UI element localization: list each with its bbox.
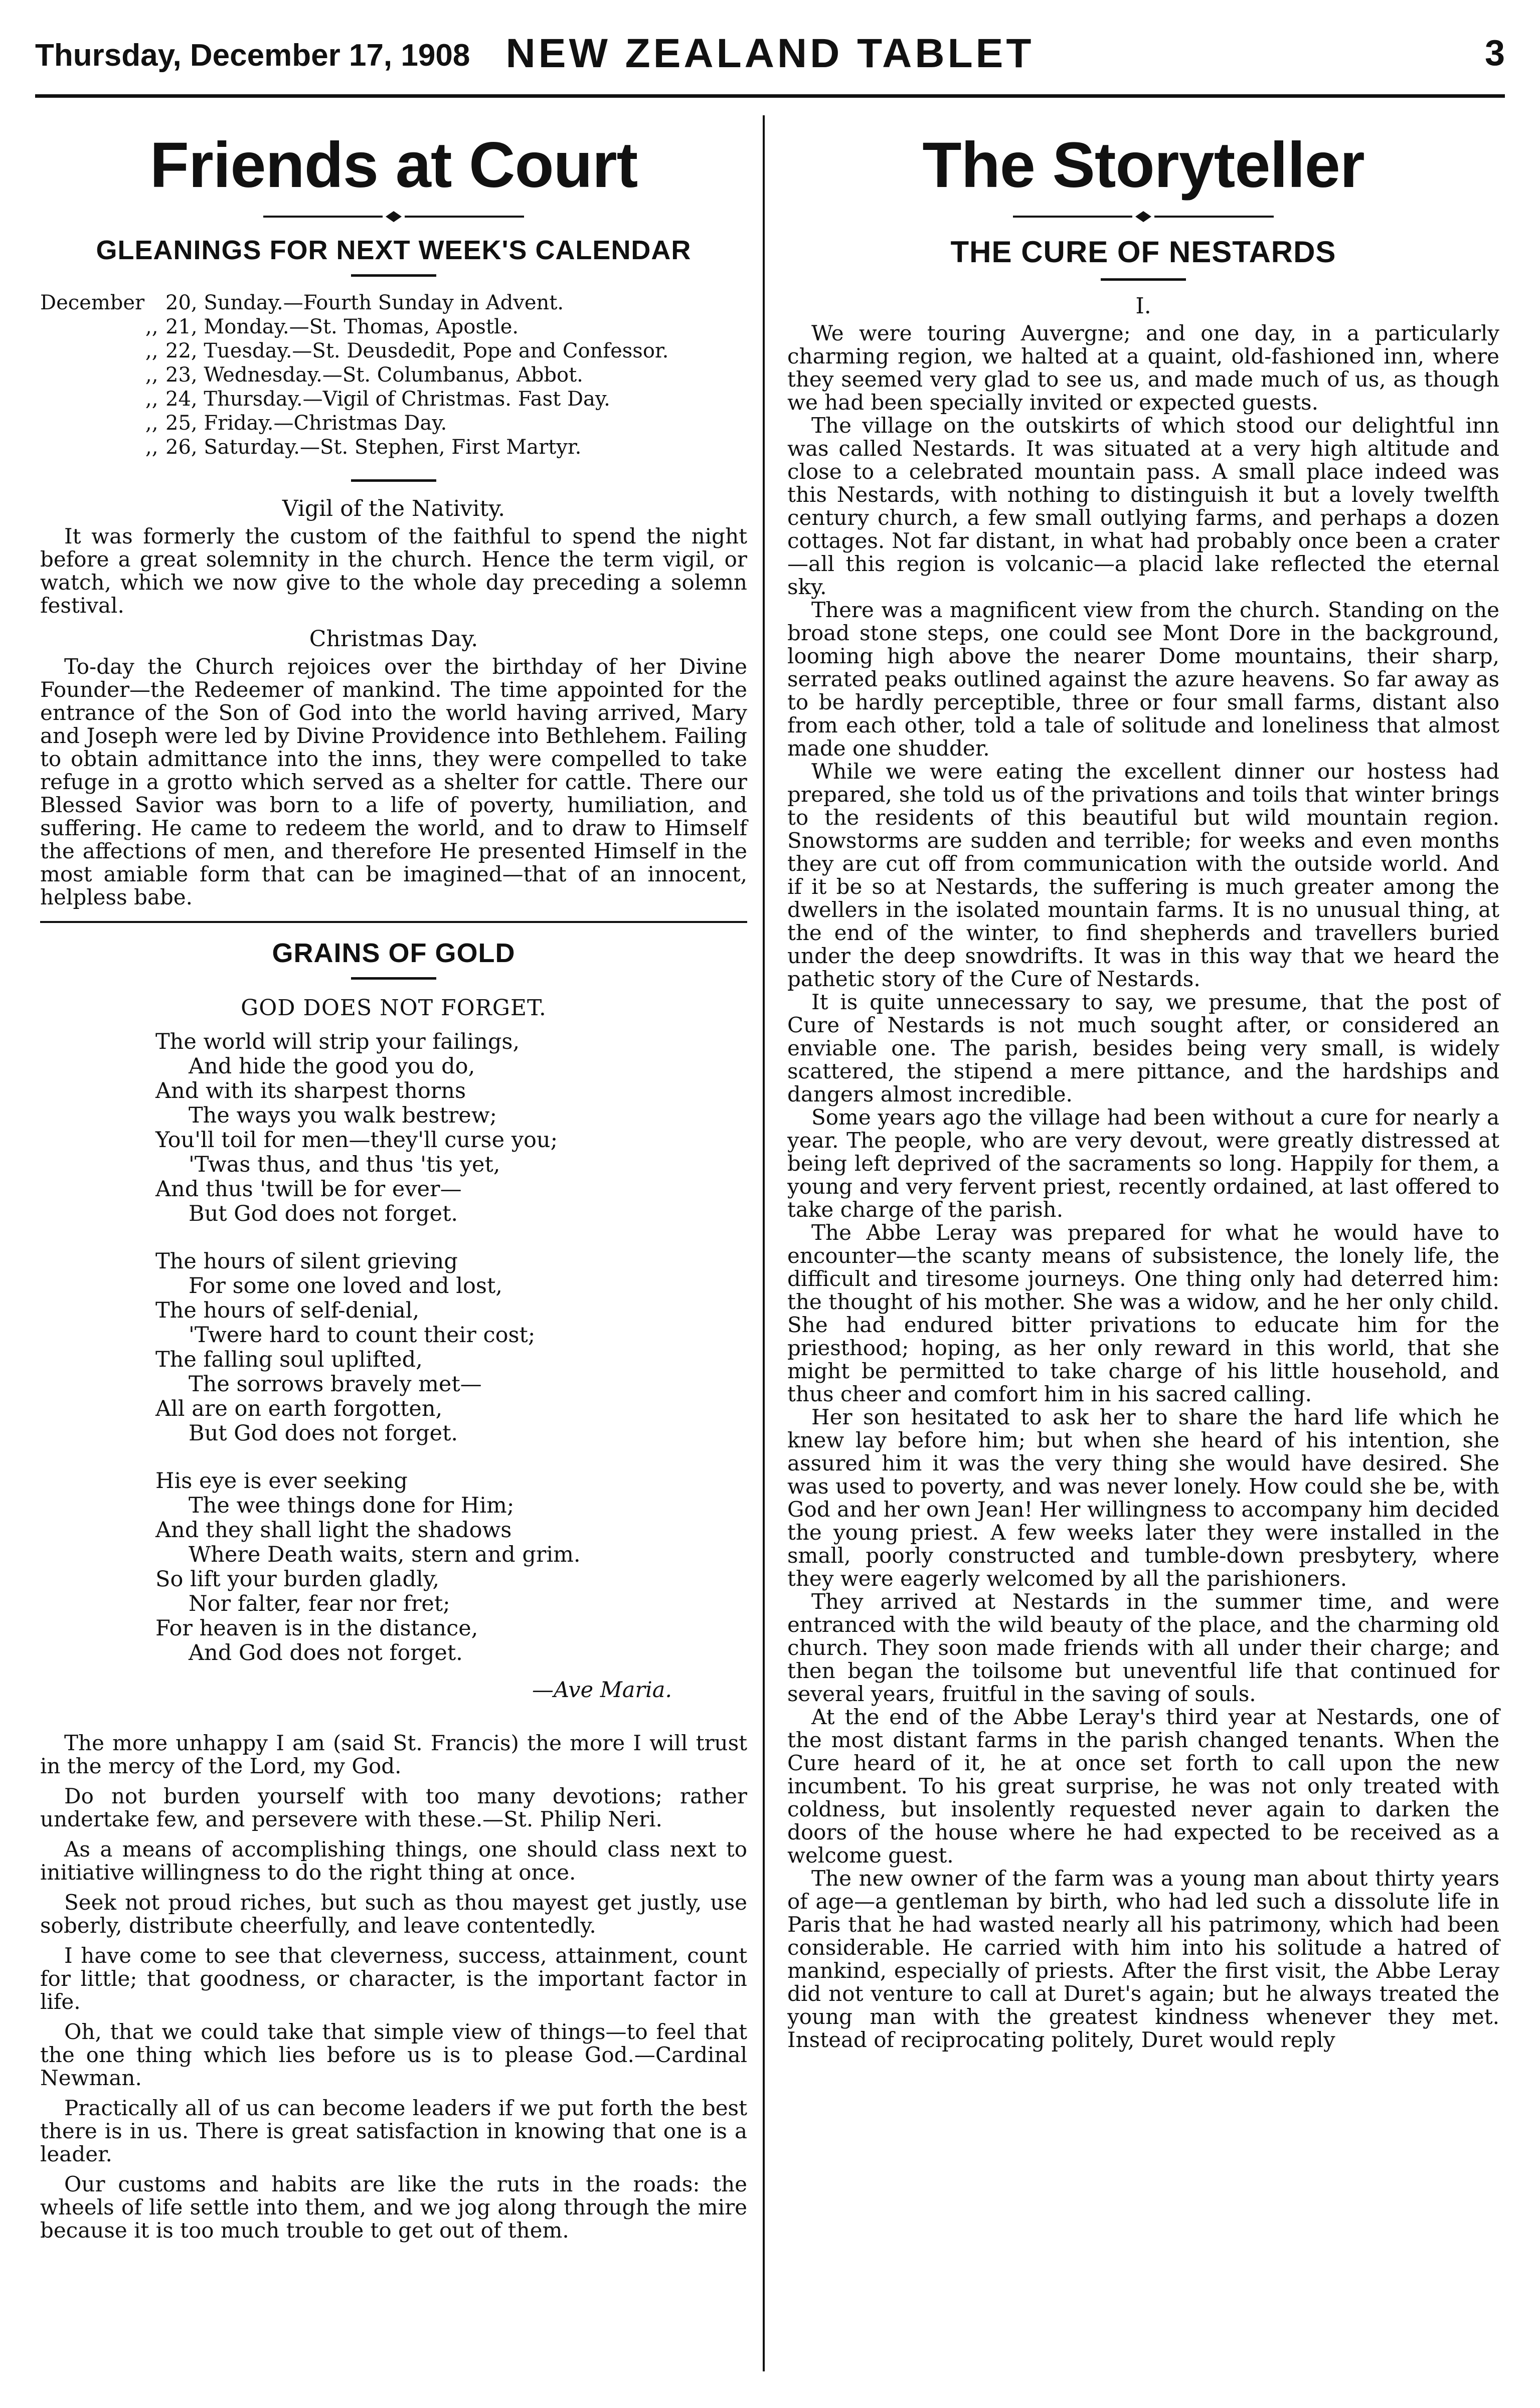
left-column: [40, 128, 747, 2249]
calendar-month: ,,: [145, 339, 158, 362]
short-rule: [351, 479, 436, 482]
calendar-month: ,,: [145, 388, 158, 411]
issue-date: Thursday, December 17, 1908: [35, 38, 470, 73]
page-number: 3: [1484, 33, 1505, 73]
story-paragraph: We were touring Auvergne; and one day, in a particularly charming region, we halted at a quaint, old-fashioned inn, where they seemed very glad to see us, and made much of us, as though we had been specially invited or expected guests.: [787, 321, 1499, 415]
poem-line: The world will strip your failings,: [155, 1029, 520, 1054]
story-paragraph: At the end of the Abbe Leray's third year at Nestards, one of the most distant farms in the parish changed tenants. When the Cure heard of it, he at once set forth to call upon the new incumbent. To his great surprise, he was not only treated with coldness, but insolently requested never again to darken the doors of the house where he had expected to be received as a welcome guest.: [787, 1705, 1499, 1868]
poem-line: His eye is ever seeking: [155, 1468, 408, 1494]
poem-line: And with its sharpest thorns: [155, 1078, 466, 1103]
story-paragraph: Some years ago the village had been without a cure for nearly a year. The people, who are very devout, were greatly distressed at being left deprived of the sacraments so long. Happily for them, a young and very fervent priest, recently ordained, at last offered to take charge of the parish.: [787, 1105, 1499, 1222]
quote-paragraph: Our customs and habits are like the ruts in the roads: the wheels of life settle into them, and we jog along through the mire because it is too much trouble to get out of them.: [40, 2172, 747, 2243]
header-rule: [35, 94, 1505, 98]
calendar-text: 22, Tuesday.—St. Deusdedit, Pope and Confessor.: [165, 339, 669, 362]
quote-paragraph: Do not burden yourself with too many devotions; rather undertake few, and persevere with these.—St. Philip Neri.: [40, 1784, 747, 1831]
poem-line: But God does not forget.: [189, 1201, 458, 1226]
newspaper-name: NEW ZEALAND TABLET: [505, 31, 1035, 76]
ornament-divider-icon: [1013, 211, 1274, 222]
poem-line: The falling soul uplifted,: [155, 1347, 423, 1372]
grains-of-gold-heading: GRAINS OF GOLD: [272, 938, 516, 968]
quotes-list: [40, 1732, 747, 2242]
calendar-entry: [40, 387, 747, 411]
story-paragraph: The new owner of the farm was a young man about thirty years of age—a gentleman by birth, who had led such a dissolute life in Paris that he had wasted nearly all his patrimony, which had been considerable. He carried with him into his solitude a hatred of mankind, especially of priests. After the first visit, the Abbe Leray did not venture to call at Duret's again; but he always treated the young man with the greatest kindness whenever they met. Instead of reciprocating politely, Duret would reply: [787, 1866, 1499, 2052]
quote-paragraph: Oh, that we could take that simple view of things—to feel that the one thing which lies before us is to please God.—Cardinal Newman.: [40, 2019, 747, 2090]
poem-line: All are on earth forgotten,: [155, 1396, 443, 1421]
right-column: [787, 128, 1499, 2052]
column-divider: [763, 115, 765, 2371]
poem-line: 'Twere hard to count their cost;: [189, 1323, 536, 1348]
calendar-text: 25, Friday.—Christmas Day.: [165, 412, 447, 435]
poem-line: For some one loved and lost,: [189, 1273, 502, 1299]
poem-line: 'Twas thus, and thus 'tis yet,: [189, 1152, 500, 1177]
ornament-divider-icon: [263, 211, 524, 222]
poem-line: And hide the good you do,: [189, 1054, 475, 1079]
calendar-text: 20, Sunday.—Fourth Sunday in Advent.: [165, 291, 564, 314]
poem: [155, 1030, 747, 1665]
poem-stanza: [155, 1030, 747, 1226]
calendar-text: 26, Saturday.—St. Stephen, First Martyr.: [165, 436, 582, 459]
calendar-month: ,,: [145, 412, 158, 435]
calendar-entry: [40, 411, 747, 435]
quote-paragraph: As a means of accomplishing things, one should class next to initiative willingness to do the right thing at once.: [40, 1837, 747, 1885]
calendar-text: 23, Wednesday.—St. Columbanus, Abbot.: [165, 363, 583, 387]
friends-at-court-title: Friends at Court: [149, 129, 638, 201]
quote-paragraph: Practically all of us can become leaders if we put forth the best there is in us. There is great satisfaction in knowing that one is a leader.: [40, 2096, 747, 2166]
poem-line: Nor falter, fear nor fret;: [189, 1591, 450, 1616]
christmas-paragraph: To-day the Church rejoices over the birthday of her Divine Founder—the Redeemer of mankind. The time appointed for the entrance of the Son of God into the world having arrived, Mary and Joseph were led by Divine Providence into Bethlehem. Failing to obtain admittance into the inns, they were compelled to take refuge in a grotto which served as a shelter for cattle. There our Blessed Savior was born to a life of poverty, humiliation, and suffering. He came to redeem the world, and to draw to Himself the affections of men, and therefore He presented Himself in the most amiable form that can be imagined—that of an innocent, helpless babe.: [40, 654, 747, 909]
poem-line: So lift your burden gladly,: [155, 1567, 440, 1592]
calendar-entry: [40, 363, 747, 387]
poem-line: You'll toil for men—they'll curse you;: [155, 1128, 558, 1153]
poem-stanza: [155, 1249, 747, 1446]
quote-paragraph: The more unhappy I am (said St. Francis) the more I will trust in the mercy of the Lord, my God.: [40, 1731, 747, 1778]
calendar-heading: GLEANINGS FOR NEXT WEEK'S CALENDAR: [96, 235, 692, 265]
story-heading: THE CURE OF NESTARDS: [950, 235, 1336, 269]
quote-paragraph: Seek not proud riches, but such as thou mayest get justly, use soberly, distribute cheerfully, and leave contentedly.: [40, 1890, 747, 1938]
poem-attribution: —Ave Maria.: [532, 1678, 672, 1703]
poem-line: For heaven is in the distance,: [155, 1616, 478, 1641]
poem-line: The hours of silent grieving: [155, 1249, 458, 1274]
story-paragraph: While we were eating the excellent dinner our hostess had prepared, she told us of the privations and toils that winter brings to the residents of this beautiful but wild mountain region. Snowstorms are sudden and terrible; for weeks and even months they are cut off from communication with the outside world. And if it be so at Nestards, the suffering is much greater among the dwellers in the isolated mountain farms. It is no unusual thing, at the end of the winter, to find shepherds and travellers buried under the deep snowdrifts. It was in this way that we heard the pathetic story of the Cure of Nestards.: [787, 759, 1499, 991]
calendar-entry: [40, 435, 747, 459]
poem-line: And they shall light the shadows: [155, 1518, 512, 1543]
story-paragraph: Her son hesitated to ask her to share the hard life which he knew lay before him; but when she heard of his intention, she assured him it was the very thing she would have desired. She was used to poverty, and was never lonely. How could she be, with God and her own Jean! Her willingness to accompany him decided the young priest. A few weeks later they were installed in the small, poorly constructed and tumble-down presbytery, where they were eagerly welcomed by all the parishioners.: [787, 1405, 1499, 1591]
calendar-month: ,,: [145, 363, 158, 387]
poem-stanza: [155, 1469, 747, 1665]
calendar-month: ,,: [145, 315, 158, 338]
poem-title: GOD DOES NOT FORGET.: [241, 995, 547, 1021]
poem-line: Where Death waits, stern and grim.: [189, 1542, 581, 1567]
calendar-month: December: [40, 291, 145, 314]
poem-line: And God does not forget.: [189, 1640, 463, 1665]
short-rule: [351, 274, 436, 277]
short-rule: [351, 977, 436, 980]
storyteller-title: The Storyteller: [922, 129, 1364, 201]
calendar-entry: [40, 291, 747, 315]
story-paragraph: The Abbe Leray was prepared for what he would have to encounter—the scanty means of subsistence, the lonely life, the difficult and tiresome journeys. One thing only had deterred him: the thought of his mother. She was a widow, and he her only child. She had endured bitter privations to educate him for the priesthood; hoping, as her only reward in this world, that she might be permitted to take charge of his little household, and thus cheer and comfort him in his sacred calling.: [787, 1220, 1499, 1406]
section-rule: [40, 921, 747, 923]
christmas-heading: Christmas Day.: [309, 626, 478, 652]
calendar-text: 24, Thursday.—Vigil of Christmas. Fast Day.: [165, 388, 610, 411]
story-paragraph: There was a magnificent view from the church. Standing on the broad stone steps, one could see Mont Dore in the background, looming high above the nearer Dome mountains, their sharp, serrated peaks outlined against the azure heavens. So far away as to be hardly perceptible, three or four small farms, distant also from each other, told a tale of solitude and loneliness that almost made one shudder.: [787, 598, 1499, 761]
calendar-entry: [40, 339, 747, 363]
calendar-entry: [40, 315, 747, 339]
vigil-paragraph: It was formerly the custom of the faithful to spend the night before a great solemnity in the church. Hence the term vigil, or watch, which we now give to the whole day preceding a solemn festival.: [40, 524, 747, 618]
poem-line: But God does not forget.: [189, 1421, 458, 1446]
vigil-heading: Vigil of the Nativity.: [282, 496, 505, 521]
quote-paragraph: I have come to see that cleverness, success, attainment, count for little; that goodness, or character, is the important factor in life.: [40, 1943, 747, 2014]
poem-line: The sorrows bravely met—: [189, 1372, 482, 1397]
poem-line: The wee things done for Him;: [189, 1493, 515, 1518]
running-header: [35, 28, 1505, 98]
story-part-number: I.: [1135, 293, 1151, 319]
poem-line: The hours of self-denial,: [155, 1298, 420, 1323]
story-paragraph: The village on the outskirts of which stood our delightful inn was called Nestards. It was situated at a very high altitude and close to a celebrated mountain pass. A small place indeed was this Nestards, with nothing to distinguish it but a lovely twelfth century church, a few small outlying farms, and perhaps a dozen cottages. Not far distant, in what had probably once been a crater—all this region is volcanic—a placid lake reflected the eternal sky.: [787, 413, 1499, 599]
poem-line: The ways you walk bestrew;: [189, 1103, 497, 1128]
calendar-text: 21, Monday.—St. Thomas, Apostle.: [165, 315, 519, 338]
poem-line: And thus 'twill be for ever—: [155, 1177, 462, 1202]
story-paragraph: They arrived at Nestards in the summer time, and were entranced with the wild beauty of the place, and the charming old church. They soon made friends with all under their charge; and then began the toilsome but uneventful life that continued for several years, fruitful in the saving of souls.: [787, 1589, 1499, 1706]
calendar-list: [40, 291, 747, 459]
calendar-month: ,,: [145, 436, 158, 459]
story-paragraph: It is quite unnecessary to say, we presume, that the post of Cure of Nestards is not much sought after, or considered an enviable one. The parish, besides being very small, is widely scattered, the stipend a mere pittance, and the hardships and dangers almost incredible.: [787, 990, 1499, 1106]
short-rule: [1101, 278, 1186, 281]
